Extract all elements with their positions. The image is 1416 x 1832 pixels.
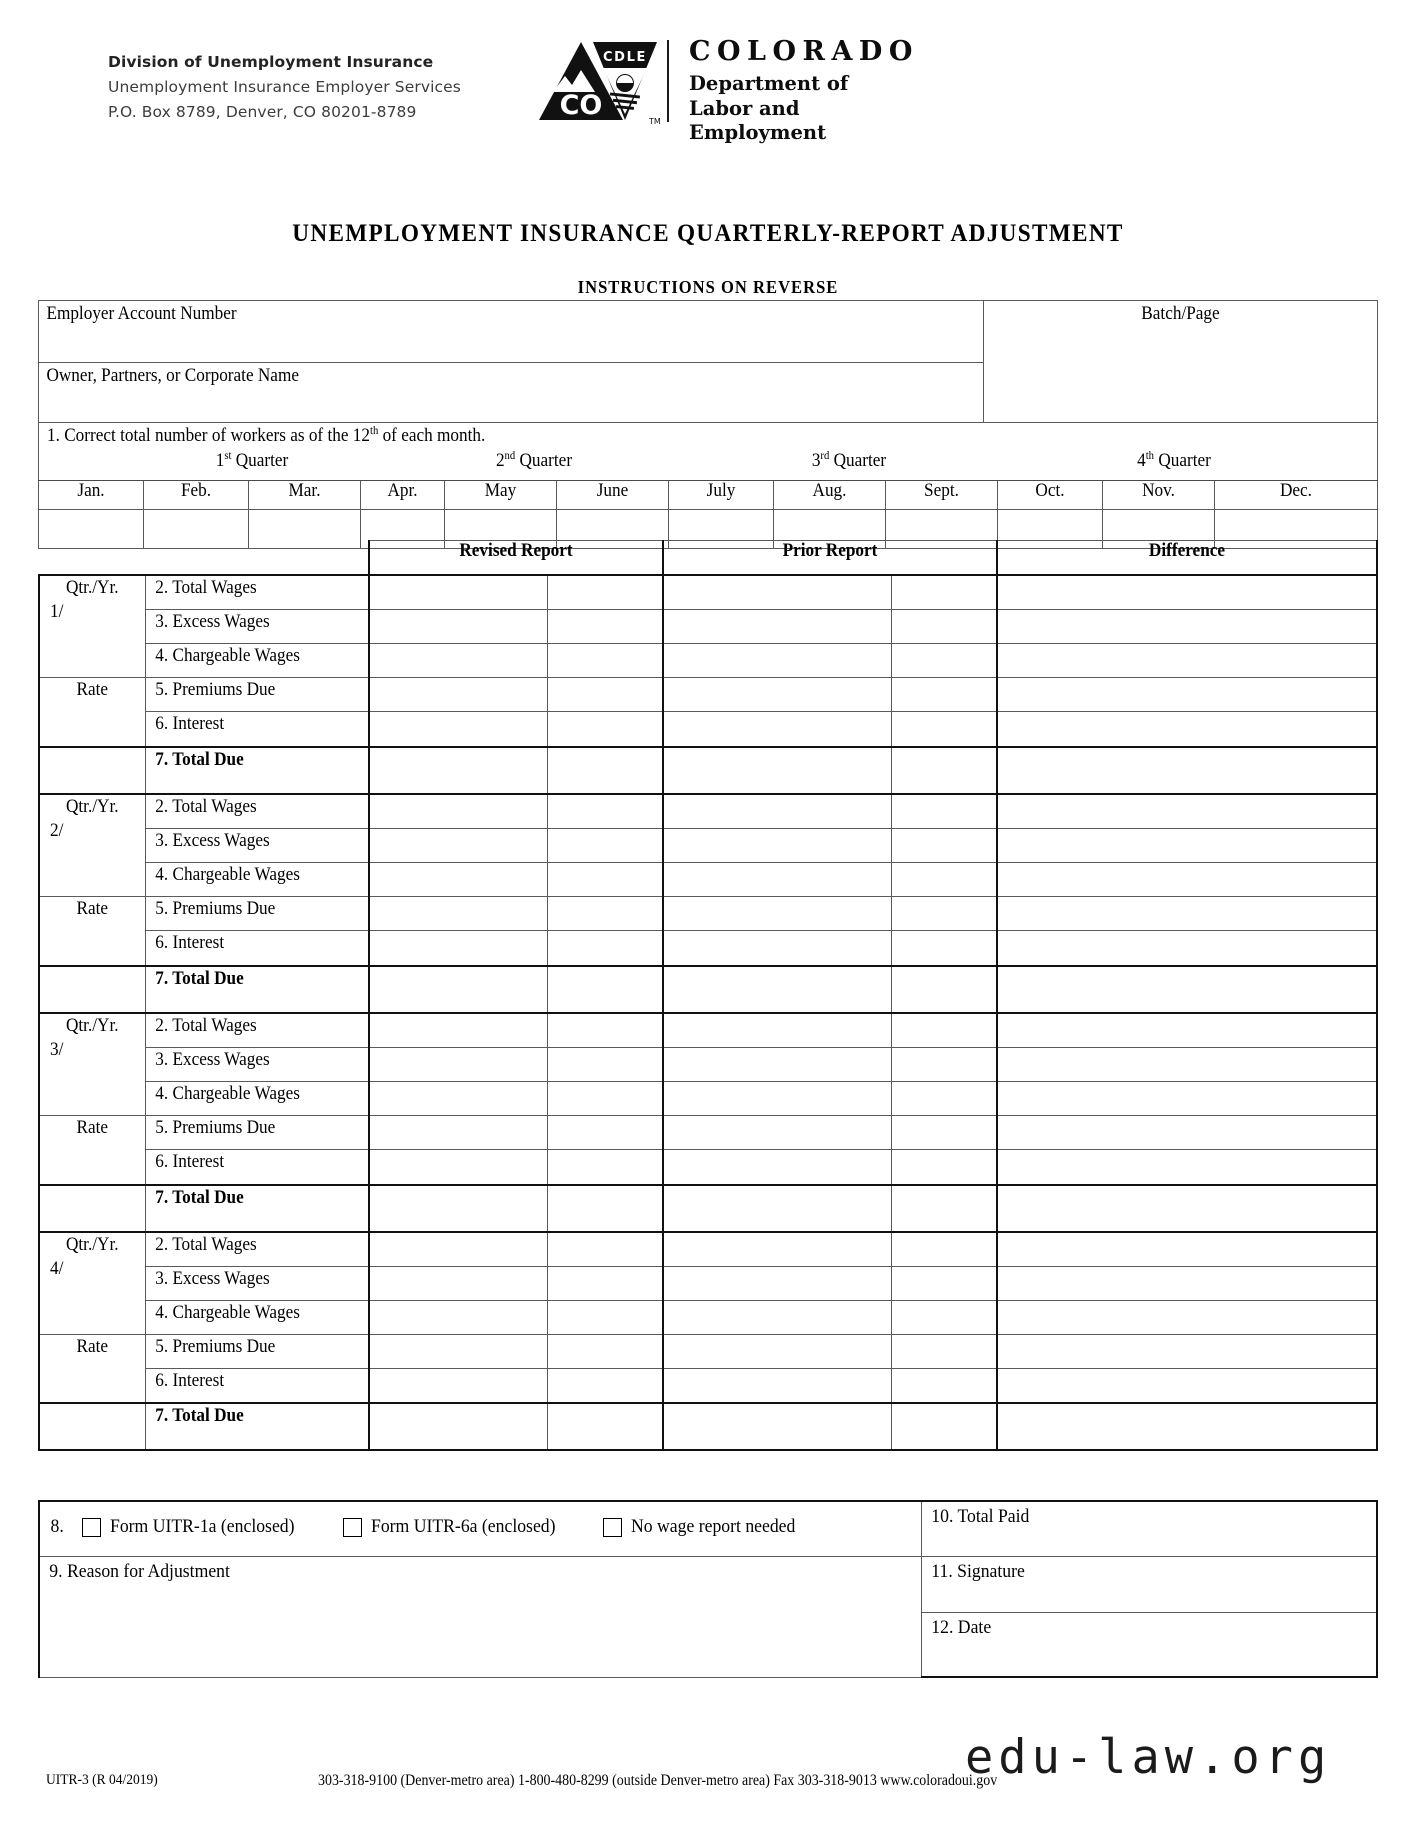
- reason-for-adjustment-label: 9. Reason for Adjustment: [49, 1561, 230, 1582]
- difference-col[interactable]: [997, 1300, 1377, 1334]
- line-item-label: 5. Premiums Due: [145, 1116, 369, 1150]
- total-due-row: [39, 1403, 1377, 1450]
- table-row: [39, 1335, 1377, 1369]
- month-header-aug: Aug.: [774, 481, 886, 510]
- difference-col[interactable]: [997, 609, 1377, 643]
- total-due-prior-b[interactable]: [891, 966, 997, 1013]
- date-field[interactable]: [921, 1613, 1377, 1678]
- table-row: [39, 1116, 1377, 1150]
- prior-col-b[interactable]: [891, 678, 997, 712]
- quarter-4-header: 4th Quarter: [1137, 449, 1211, 471]
- checkbox-uitr1a-label: Form UITR-1a (enclosed): [110, 1516, 295, 1537]
- revised-col-b[interactable]: [547, 1300, 663, 1334]
- reason-for-adjustment-field[interactable]: [39, 1557, 921, 1678]
- svg-text:CO: CO: [559, 90, 603, 121]
- certification-block: [38, 1500, 1378, 1678]
- prior-col-b[interactable]: [891, 712, 997, 747]
- section-header-row: [39, 541, 1377, 575]
- revised-col-b[interactable]: [547, 609, 663, 643]
- table-row: [39, 1300, 1377, 1334]
- revised-col-a[interactable]: [369, 1335, 547, 1369]
- qtr-year-field-1[interactable]: Qtr./Yr. 1/: [39, 575, 145, 678]
- prior-col-b[interactable]: [891, 863, 997, 897]
- department-line-2: Labor and Employment: [689, 96, 827, 144]
- prior-col-b[interactable]: [891, 1150, 997, 1185]
- total-due-revised-b[interactable]: [547, 966, 663, 1013]
- checkbox-group-uitr6a[interactable]: [343, 1516, 569, 1538]
- rate-field-4[interactable]: Rate: [39, 1335, 145, 1404]
- month-header-apr: Apr.: [361, 481, 445, 510]
- checkbox-uitr6a-icon[interactable]: [343, 1518, 362, 1537]
- difference-col[interactable]: [997, 1081, 1377, 1115]
- total-due-spacer: [39, 1403, 145, 1450]
- worker-instruction-row: [39, 423, 1378, 481]
- total-paid-label: 10. Total Paid: [930, 1506, 1029, 1527]
- prior-col-a[interactable]: [663, 863, 891, 897]
- total-due-difference[interactable]: [997, 1403, 1377, 1450]
- prior-col-a[interactable]: [663, 1150, 891, 1185]
- total-due-row: [39, 747, 1377, 794]
- line-item-label: 4. Chargeable Wages: [145, 1300, 369, 1334]
- table-row: [39, 575, 1377, 610]
- line-item-label: 4. Chargeable Wages: [145, 863, 369, 897]
- difference-col[interactable]: [997, 575, 1377, 610]
- difference-col[interactable]: [997, 897, 1377, 931]
- difference-col[interactable]: [997, 1266, 1377, 1300]
- prior-col-a[interactable]: [663, 678, 891, 712]
- revised-col-a[interactable]: [369, 1047, 547, 1081]
- po-box-line: P.O. Box 8789, Denver, CO 80201-8789: [108, 103, 417, 121]
- total-due-difference[interactable]: [997, 1185, 1377, 1232]
- qtr-year-field-4[interactable]: Qtr./Yr. 4/: [39, 1232, 145, 1335]
- revised-col-b[interactable]: [547, 678, 663, 712]
- prior-col-a[interactable]: [663, 1116, 891, 1150]
- worker-instruction-post: of each month.: [378, 426, 486, 446]
- difference-col[interactable]: [997, 1335, 1377, 1369]
- revised-col-b[interactable]: [547, 828, 663, 862]
- division-name: Division of Unemployment Insurance: [108, 53, 434, 71]
- total-due-prior-b[interactable]: [891, 1403, 997, 1450]
- footer-contact-info: 303-318-9100 (Denver-metro area) 1-800-480-8299 (outside Denver-metro area) Fax 303-318-9013 www.coloradoui.gov: [318, 1772, 998, 1789]
- revised-col-b[interactable]: [547, 575, 663, 610]
- employer-services-line: Unemployment Insurance Employer Services: [108, 78, 461, 96]
- total-due-label: 7. Total Due: [145, 966, 369, 1013]
- month-header-may: May: [445, 481, 557, 510]
- line-item-label: 5. Premiums Due: [145, 1335, 369, 1369]
- worker-instruction-ordinal: th: [369, 424, 379, 437]
- table-row: [39, 897, 1377, 931]
- revised-col-a[interactable]: [369, 1369, 547, 1404]
- rate-field-2[interactable]: Rate: [39, 897, 145, 966]
- revised-col-b[interactable]: [547, 794, 663, 829]
- month-header-mar: Mar.: [249, 481, 361, 510]
- state-name: COLORADO: [689, 36, 919, 67]
- total-due-prior-b[interactable]: [891, 1185, 997, 1232]
- table-row: [39, 712, 1377, 747]
- table-row: [39, 863, 1377, 897]
- difference-col[interactable]: [997, 1150, 1377, 1185]
- section-header-difference: Difference: [997, 541, 1377, 575]
- page-title: UNEMPLOYMENT INSURANCE QUARTERLY-REPORT ADJUSTMENT: [292, 220, 1124, 247]
- employer-account-number-field[interactable]: [39, 301, 984, 363]
- owner-name-label: Owner, Partners, or Corporate Name: [46, 366, 299, 386]
- revised-col-b[interactable]: [547, 712, 663, 747]
- table-row: [39, 931, 1377, 966]
- prior-col-a[interactable]: [663, 1232, 891, 1267]
- prior-col-b[interactable]: [891, 794, 997, 829]
- agency-address-block: [108, 50, 461, 125]
- rate-field-1[interactable]: Rate: [39, 678, 145, 747]
- prior-col-b[interactable]: [891, 931, 997, 966]
- total-due-label: 7. Total Due: [145, 1403, 369, 1450]
- prior-col-b[interactable]: [891, 1335, 997, 1369]
- prior-col-b[interactable]: [891, 1266, 997, 1300]
- section-header-revised: Revised Report: [369, 541, 663, 575]
- total-due-prior-a[interactable]: [663, 747, 891, 794]
- revised-col-a[interactable]: [369, 931, 547, 966]
- total-due-prior-b[interactable]: [891, 747, 997, 794]
- prior-col-a[interactable]: [663, 575, 891, 610]
- revised-col-a[interactable]: [369, 1013, 547, 1048]
- total-paid-field[interactable]: [921, 1501, 1377, 1557]
- svg-text:CDLE: CDLE: [603, 50, 647, 65]
- total-due-prior-a[interactable]: [663, 1185, 891, 1232]
- prior-col-a[interactable]: [663, 828, 891, 862]
- prior-col-b[interactable]: [891, 1369, 997, 1404]
- line-item-label: 3. Excess Wages: [145, 609, 369, 643]
- checkbox-uitr1a-icon[interactable]: [82, 1518, 101, 1537]
- revised-col-b[interactable]: [547, 1266, 663, 1300]
- difference-col[interactable]: [997, 712, 1377, 747]
- prior-col-b[interactable]: [891, 1081, 997, 1115]
- total-due-label: 7. Total Due: [145, 747, 369, 794]
- line-item-label: 2. Total Wages: [145, 1232, 369, 1267]
- table-row: [39, 1047, 1377, 1081]
- revised-col-a[interactable]: [369, 897, 547, 931]
- prior-col-b[interactable]: [891, 1232, 997, 1267]
- prior-col-a[interactable]: [663, 1335, 891, 1369]
- difference-col[interactable]: [997, 1116, 1377, 1150]
- total-due-revised-b[interactable]: [547, 1185, 663, 1232]
- revised-col-a[interactable]: [369, 1266, 547, 1300]
- prior-col-b[interactable]: [891, 644, 997, 678]
- total-due-revised-a[interactable]: [369, 1185, 547, 1232]
- revised-col-b[interactable]: [547, 1116, 663, 1150]
- prior-col-b[interactable]: [891, 828, 997, 862]
- line-item-label: 2. Total Wages: [145, 794, 369, 829]
- revised-col-a[interactable]: [369, 1300, 547, 1334]
- revised-col-b[interactable]: [547, 1013, 663, 1048]
- worker-instruction-pre: 1. Correct total number of workers as of the 12: [47, 426, 370, 446]
- revised-col-a[interactable]: [369, 1081, 547, 1115]
- prior-col-a[interactable]: [663, 1369, 891, 1404]
- table-row: [39, 828, 1377, 862]
- revised-col-b[interactable]: [547, 1150, 663, 1185]
- prior-col-b[interactable]: [891, 1300, 997, 1334]
- difference-col[interactable]: [997, 794, 1377, 829]
- prior-col-a[interactable]: [663, 897, 891, 931]
- prior-col-b[interactable]: [891, 1013, 997, 1048]
- total-due-difference[interactable]: [997, 747, 1377, 794]
- total-due-prior-a[interactable]: [663, 966, 891, 1013]
- difference-col[interactable]: [997, 828, 1377, 862]
- rate-field-3[interactable]: Rate: [39, 1116, 145, 1185]
- line-item-label: 3. Excess Wages: [145, 828, 369, 862]
- month-header-nov: Nov.: [1103, 481, 1215, 510]
- line-item-label: 6. Interest: [145, 931, 369, 966]
- table-row: [39, 644, 1377, 678]
- total-due-row: [39, 966, 1377, 1013]
- difference-col[interactable]: [997, 644, 1377, 678]
- prior-col-a[interactable]: [663, 1081, 891, 1115]
- prior-col-a[interactable]: [663, 1047, 891, 1081]
- table-row: [39, 1081, 1377, 1115]
- logo-wordmark: [689, 36, 937, 146]
- line-item-label: 4. Chargeable Wages: [145, 1081, 369, 1115]
- attachments-row: [39, 1501, 921, 1557]
- prior-col-b[interactable]: [891, 1116, 997, 1150]
- prior-col-a[interactable]: [663, 712, 891, 747]
- revised-col-b[interactable]: [547, 1232, 663, 1267]
- line-item-label: 5. Premiums Due: [145, 897, 369, 931]
- adjustment-data-table: [38, 540, 1378, 1451]
- quarter-1-header: 1st Quarter: [215, 449, 289, 471]
- revised-col-b[interactable]: [547, 863, 663, 897]
- checkbox-uitr6a-label: Form UITR-6a (enclosed): [370, 1516, 556, 1537]
- revised-col-a[interactable]: [369, 828, 547, 862]
- svg-text:TM: TM: [649, 117, 661, 126]
- total-due-revised-a[interactable]: [369, 1403, 547, 1450]
- worker-count-block: [38, 422, 1378, 549]
- table-row: [39, 1150, 1377, 1185]
- prior-col-b[interactable]: [891, 1047, 997, 1081]
- revised-col-a[interactable]: [369, 1116, 547, 1150]
- checkbox-no-wage-report-label: No wage report needed: [631, 1516, 796, 1537]
- site-watermark: edu-law.org: [965, 1730, 1332, 1785]
- checkbox-group-no-wage-report[interactable]: [603, 1516, 808, 1538]
- employer-identity-block: [38, 300, 1378, 423]
- revised-col-b[interactable]: [547, 1047, 663, 1081]
- table-row: [39, 678, 1377, 712]
- line-item-label: 5. Premiums Due: [145, 678, 369, 712]
- total-due-label: 7. Total Due: [145, 1185, 369, 1232]
- prior-col-a[interactable]: [663, 1300, 891, 1334]
- revised-col-b[interactable]: [547, 1081, 663, 1115]
- prior-col-b[interactable]: [891, 575, 997, 610]
- qtr-year-field-2[interactable]: Qtr./Yr. 2/: [39, 794, 145, 897]
- revised-col-b[interactable]: [547, 897, 663, 931]
- total-due-revised-b[interactable]: [547, 747, 663, 794]
- line-item-label: 4. Chargeable Wages: [145, 644, 369, 678]
- total-due-row: [39, 1185, 1377, 1232]
- table-row: [39, 1266, 1377, 1300]
- prior-col-a[interactable]: [663, 644, 891, 678]
- checkbox-group-uitr1a[interactable]: [82, 1516, 308, 1538]
- total-due-difference[interactable]: [997, 966, 1377, 1013]
- cdle-logo: [537, 36, 937, 144]
- prior-col-a[interactable]: [663, 609, 891, 643]
- signature-field[interactable]: [921, 1557, 1377, 1613]
- signature-label: 11. Signature: [930, 1561, 1025, 1582]
- line-item-label: 2. Total Wages: [145, 1013, 369, 1048]
- difference-col[interactable]: [997, 1232, 1377, 1267]
- revised-col-a[interactable]: [369, 609, 547, 643]
- quarter-2-header: 2nd Quarter: [495, 449, 573, 471]
- month-header-oct: Oct.: [998, 481, 1103, 510]
- date-label: 12. Date: [930, 1617, 991, 1638]
- employer-account-number-label: Employer Account Number: [46, 304, 237, 324]
- item-8-number: 8.: [50, 1516, 64, 1537]
- difference-col[interactable]: [997, 931, 1377, 966]
- line-item-label: 6. Interest: [145, 1150, 369, 1185]
- table-row: [39, 1232, 1377, 1267]
- prior-col-a[interactable]: [663, 931, 891, 966]
- revised-col-a[interactable]: [369, 1150, 547, 1185]
- prior-col-a[interactable]: [663, 1266, 891, 1300]
- page-footer: [0, 1772, 1416, 1802]
- month-header-dec: Dec.: [1215, 481, 1378, 510]
- colorado-mountain-logo-icon: [537, 36, 661, 126]
- revised-col-a[interactable]: [369, 575, 547, 610]
- line-item-label: 6. Interest: [145, 712, 369, 747]
- line-item-label: 3. Excess Wages: [145, 1047, 369, 1081]
- prior-col-a[interactable]: [663, 1013, 891, 1048]
- revised-col-b[interactable]: [547, 1369, 663, 1404]
- total-due-prior-a[interactable]: [663, 1403, 891, 1450]
- table-row: [39, 794, 1377, 829]
- batch-page-label: Batch/Page: [1141, 304, 1220, 324]
- difference-col[interactable]: [997, 1369, 1377, 1404]
- line-item-label: 3. Excess Wages: [145, 1266, 369, 1300]
- logo-divider-rule: [667, 40, 669, 122]
- section-header-prior: Prior Report: [663, 541, 997, 575]
- total-due-revised-a[interactable]: [369, 966, 547, 1013]
- batch-page-field[interactable]: [984, 301, 1378, 423]
- difference-col[interactable]: [997, 863, 1377, 897]
- revised-col-b[interactable]: [547, 931, 663, 966]
- difference-col[interactable]: [997, 1047, 1377, 1081]
- revised-col-a[interactable]: [369, 794, 547, 829]
- line-item-label: 6. Interest: [145, 1369, 369, 1404]
- month-header-sept: Sept.: [886, 481, 998, 510]
- total-due-revised-a[interactable]: [369, 747, 547, 794]
- checkbox-no-wage-report-icon[interactable]: [603, 1518, 622, 1537]
- month-header-feb: Feb.: [144, 481, 249, 510]
- total-due-spacer: [39, 747, 145, 794]
- month-header-july: July: [669, 481, 774, 510]
- revised-col-b[interactable]: [547, 1335, 663, 1369]
- table-row: [39, 1369, 1377, 1404]
- total-due-spacer: [39, 1185, 145, 1232]
- worker-instruction-text: [47, 426, 485, 447]
- qtr-year-field-3[interactable]: Qtr./Yr. 3/: [39, 1013, 145, 1116]
- revised-col-a[interactable]: [369, 863, 547, 897]
- difference-col[interactable]: [997, 1013, 1377, 1048]
- revised-col-a[interactable]: [369, 712, 547, 747]
- owner-name-field[interactable]: [39, 363, 984, 423]
- letterhead: [0, 0, 1416, 150]
- revised-col-a[interactable]: [369, 644, 547, 678]
- month-header-jan: Jan.: [39, 481, 144, 510]
- form-revision-id: UITR-3 (R 04/2019): [46, 1772, 158, 1788]
- revised-col-b[interactable]: [547, 644, 663, 678]
- revised-col-a[interactable]: [369, 678, 547, 712]
- prior-col-b[interactable]: [891, 897, 997, 931]
- prior-col-a[interactable]: [663, 794, 891, 829]
- table-row: [39, 1013, 1377, 1048]
- difference-col[interactable]: [997, 678, 1377, 712]
- quarter-3-header: 3rd Quarter: [811, 449, 887, 471]
- department-line-1: Department of: [689, 72, 849, 95]
- month-header-june: June: [557, 481, 669, 510]
- table-row: [39, 609, 1377, 643]
- prior-col-b[interactable]: [891, 609, 997, 643]
- page-subtitle: INSTRUCTIONS ON REVERSE: [577, 277, 839, 297]
- total-due-revised-b[interactable]: [547, 1403, 663, 1450]
- total-due-spacer: [39, 966, 145, 1013]
- revised-col-a[interactable]: [369, 1232, 547, 1267]
- line-item-label: 2. Total Wages: [145, 575, 369, 610]
